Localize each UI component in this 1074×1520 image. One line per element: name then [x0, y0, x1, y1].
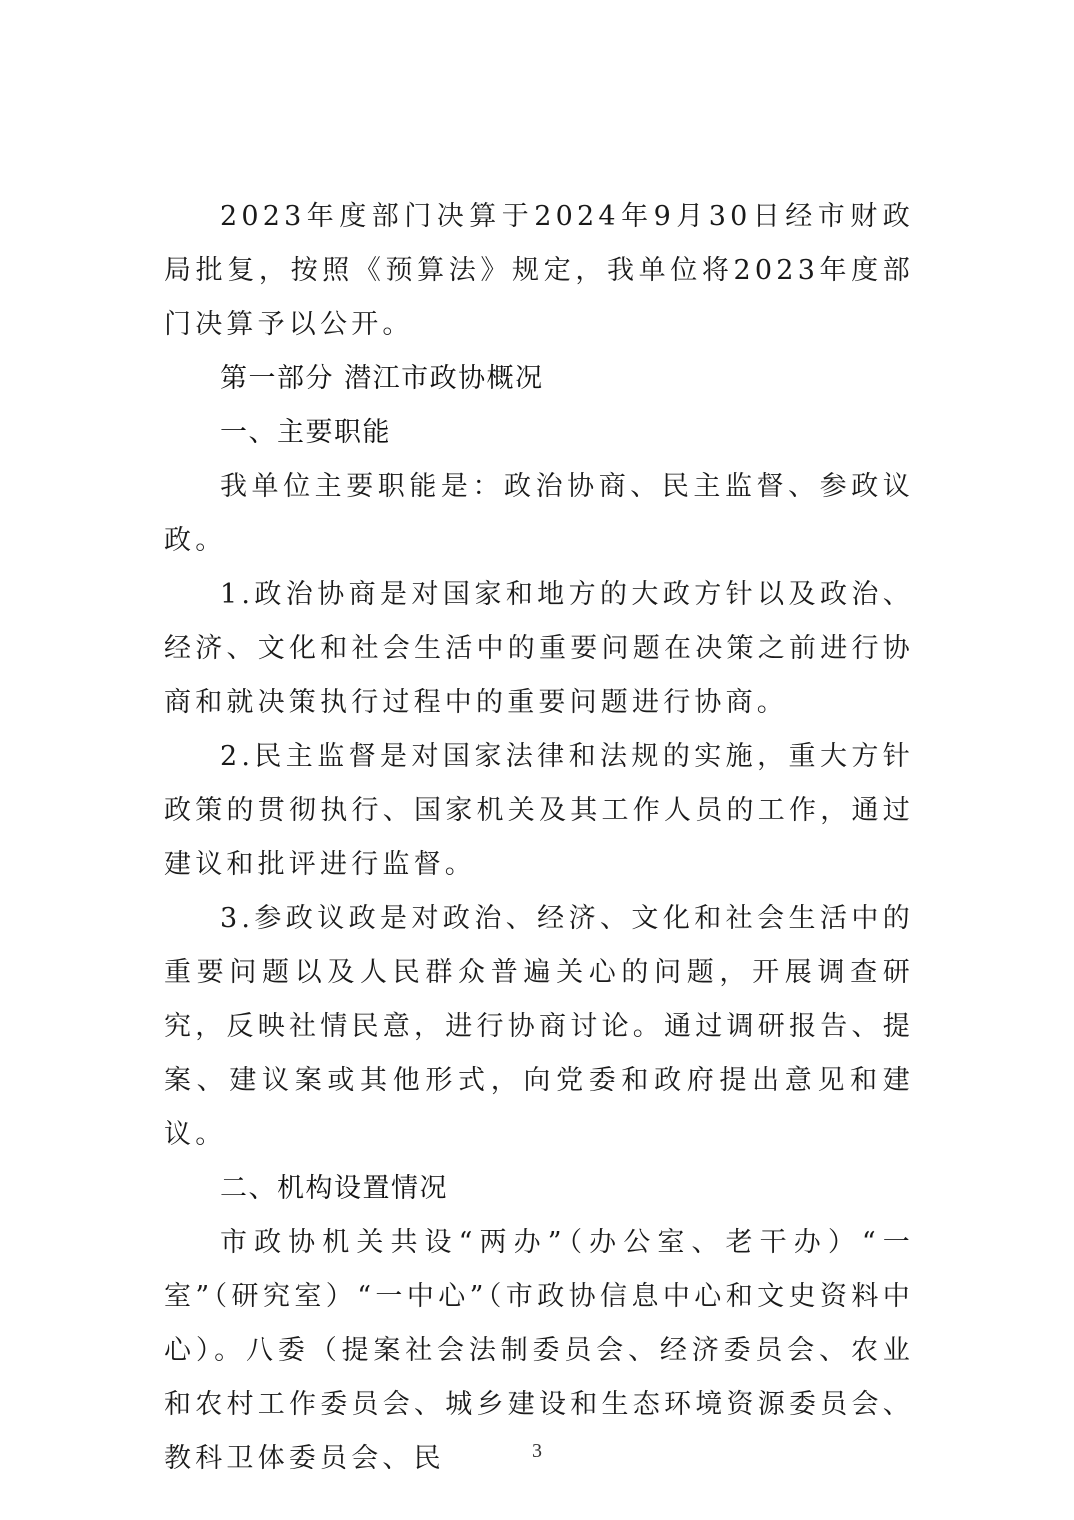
document-body: [164, 190, 914, 1486]
paragraph-functions-summary: 我单位主要职能是：政治协商、民主监督、参政议政。: [164, 471, 914, 556]
paragraph-function-3: 3.参政议政是对政治、经济、文化和社会生活中的重要问题以及人民群众普遍关心的问题，开展调查研究，反映社情民意，进行协商讨论。通过调研报告、提案、建议案或其他形式，向党委和政府提出意见和建议。: [164, 903, 914, 1150]
page-number: 3: [532, 1440, 542, 1462]
subheading-main-functions: 一、主要职能: [220, 417, 391, 448]
paragraph-intro: 2023年度部门决算于2024年9月30日经市财政局批复，按照《预算法》规定，我单位将2023年度部门决算予以公开。: [164, 201, 914, 340]
paragraph-function-1: 1.政治协商是对国家和地方的大政方针以及政治、经济、文化和社会生活中的重要问题在决策之前进行协商和就决策执行过程中的重要问题进行协商。: [164, 579, 914, 718]
subheading-organization: 二、机构设置情况: [220, 1173, 448, 1204]
section-heading-part-one: 第一部分 潜江市政协概况: [220, 363, 544, 394]
paragraph-organization: 市政协机关共设“两办”（办公室、老干办）“一室”（研究室）“一中心”（市政协信息中心和文史资料中心）。八委（提案社会法制委员会、经济委员会、农业和农村工作委员会、城乡建设和生态环境资源委员会、教科卫体委员会、民: [164, 1227, 914, 1474]
paragraph-function-2: 2.民主监督是对国家法律和法规的实施，重大方针政策的贯彻执行、国家机关及其工作人员的工作，通过建议和批评进行监督。: [164, 741, 914, 880]
